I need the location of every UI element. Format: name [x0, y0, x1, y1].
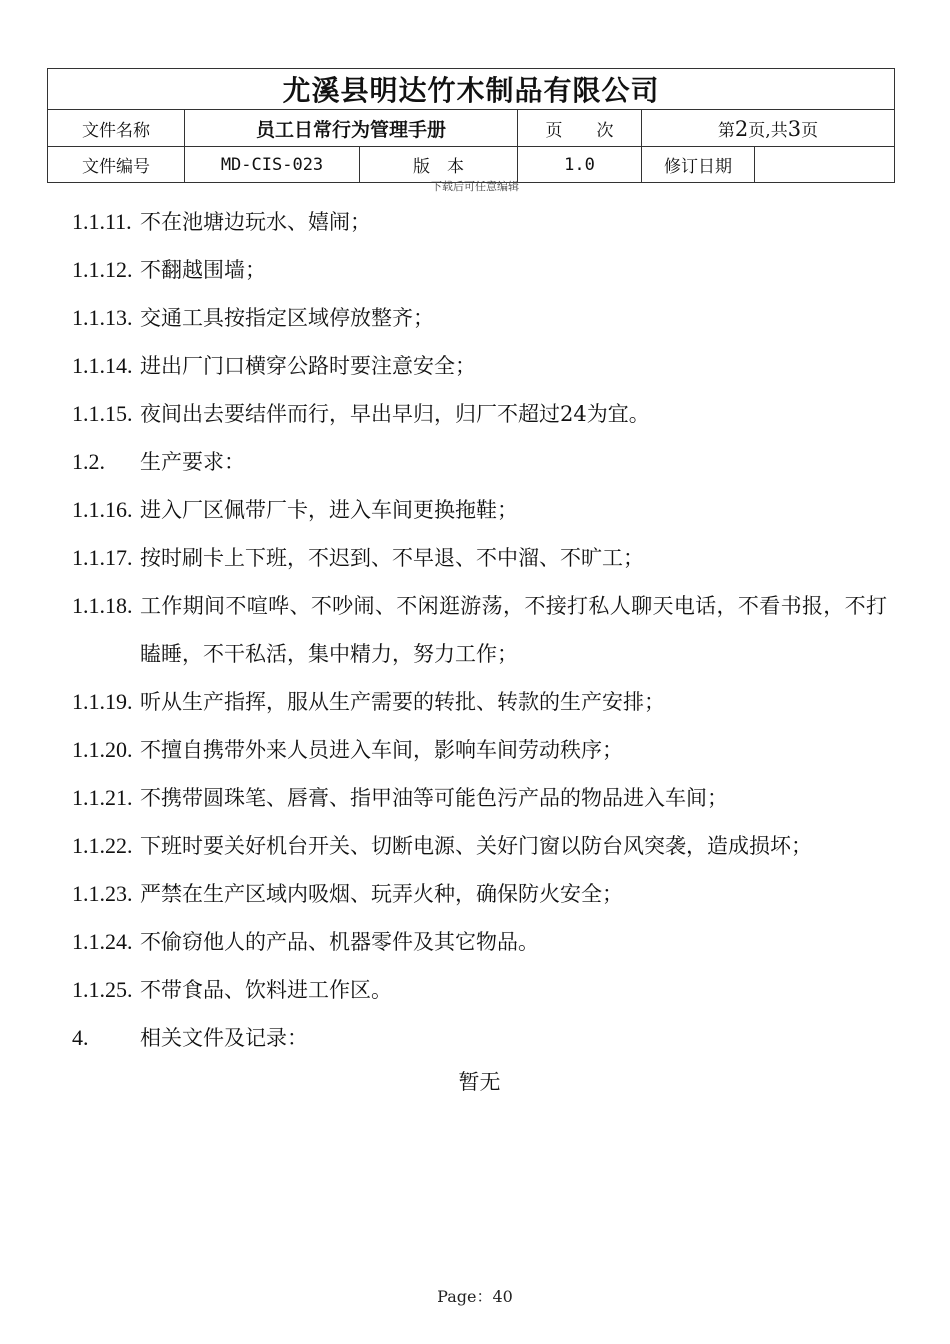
section-text: 生产要求： [140, 450, 245, 474]
list-item [72, 294, 887, 342]
item-number: 1.1.18. [72, 593, 133, 618]
item-number: 1.1.19. [72, 689, 133, 714]
page-middle: 页,共 [748, 120, 788, 141]
document-body [72, 198, 887, 1102]
doc-name-value [185, 110, 518, 147]
item-text: 夜间出去要结伴而行，早出早归，归厂不超过24为宜。 [140, 402, 650, 426]
item-number: 1.1.13. [72, 305, 133, 330]
page-info [642, 110, 895, 147]
item-text: 不翻越围墙； [140, 258, 266, 282]
list-item [72, 918, 887, 966]
section-heading [72, 1014, 887, 1062]
watermark-text: 下载后可任意编辑 [431, 180, 519, 193]
page-label: 页 次 [518, 110, 642, 147]
item-number: 1.1.14. [72, 353, 133, 378]
document-header-table [47, 68, 895, 183]
item-text: 进入厂区佩带厂卡，进入车间更换拖鞋； [140, 498, 518, 522]
item-text: 不带食品、饮料进工作区。 [140, 978, 392, 1002]
item-number: 1.1.23. [72, 881, 133, 906]
list-item [72, 822, 887, 870]
doc-code-label: 文件编号 [48, 147, 185, 183]
list-item [72, 966, 887, 1014]
section-number: 1.2. [72, 449, 105, 474]
list-item [72, 726, 887, 774]
list-item [72, 582, 887, 678]
item-text: 听从生产指挥，服从生产需要的转批、转款的生产安排； [140, 690, 665, 714]
company-title [48, 69, 895, 110]
item-number: 1.1.24. [72, 929, 133, 954]
item-text: 下班时要关好机台开关、切断电源、关好门窗以防台风突袭，造成损坏； [140, 834, 812, 858]
page-suffix: 页 [801, 120, 819, 141]
item-number: 1.1.15. [72, 401, 133, 426]
doc-code-value: MD-CIS-023 [185, 147, 360, 183]
version-label: 版 本 [360, 147, 518, 183]
section-number: 4. [72, 1025, 89, 1050]
item-text: 严禁在生产区域内吸烟、玩弄火种，确保防火安全； [140, 882, 623, 906]
page-prefix: 第 [717, 120, 735, 141]
doc-name-text: 员工日常行为管理手册 [255, 118, 446, 141]
none-text: 暂无 [458, 1070, 501, 1094]
list-item [72, 246, 887, 294]
company-title-text: 尤溪县明达竹木制品有限公司 [282, 74, 660, 107]
list-item [72, 198, 887, 246]
doc-name-label: 文件名称 [48, 110, 185, 147]
item-text: 按时刷卡上下班，不迟到、不早退、不中溜、不旷工； [140, 546, 644, 570]
page-total: 3 [787, 116, 802, 141]
section-heading [72, 438, 887, 486]
item-number: 1.1.11. [72, 209, 132, 234]
item-number: 1.1.21. [72, 785, 133, 810]
list-item [72, 390, 887, 438]
item-text: 不在池塘边玩水、嬉闹； [140, 210, 371, 234]
version-value: 1.0 [518, 147, 642, 183]
item-text: 不擅自携带外来人员进入车间，影响车间劳动秩序； [140, 738, 623, 762]
item-number: 1.1.17. [72, 545, 133, 570]
item-number: 1.1.20. [72, 737, 133, 762]
item-text: 不偷窃他人的产品、机器零件及其它物品。 [140, 930, 539, 954]
list-item [72, 870, 887, 918]
page-current: 2 [734, 116, 749, 141]
list-item [72, 486, 887, 534]
item-number: 1.1.12. [72, 257, 133, 282]
item-text: 交通工具按指定区域停放整齐； [140, 306, 434, 330]
item-text: 工作期间不喧哗、不吵闹、不闲逛游荡，不接打私人聊天电话，不看书报，不打瞌睡，不干私活，集中精力，努力工作； [140, 594, 887, 666]
list-item [72, 342, 887, 390]
section-text: 相关文件及记录： [140, 1026, 308, 1050]
list-item [72, 774, 887, 822]
revision-label: 修订日期 [642, 147, 755, 183]
item-text: 不携带圆珠笔、唇膏、指甲油等可能色污产品的物品进入车间； [140, 786, 728, 810]
item-number: 1.1.22. [72, 833, 133, 858]
item-number: 1.1.25. [72, 977, 133, 1002]
item-number: 1.1.16. [72, 497, 133, 522]
item-text: 进出厂门口横穿公路时要注意安全； [140, 354, 476, 378]
list-item [72, 678, 887, 726]
list-item [72, 534, 887, 582]
page-footer: Page：40 [437, 1287, 513, 1306]
